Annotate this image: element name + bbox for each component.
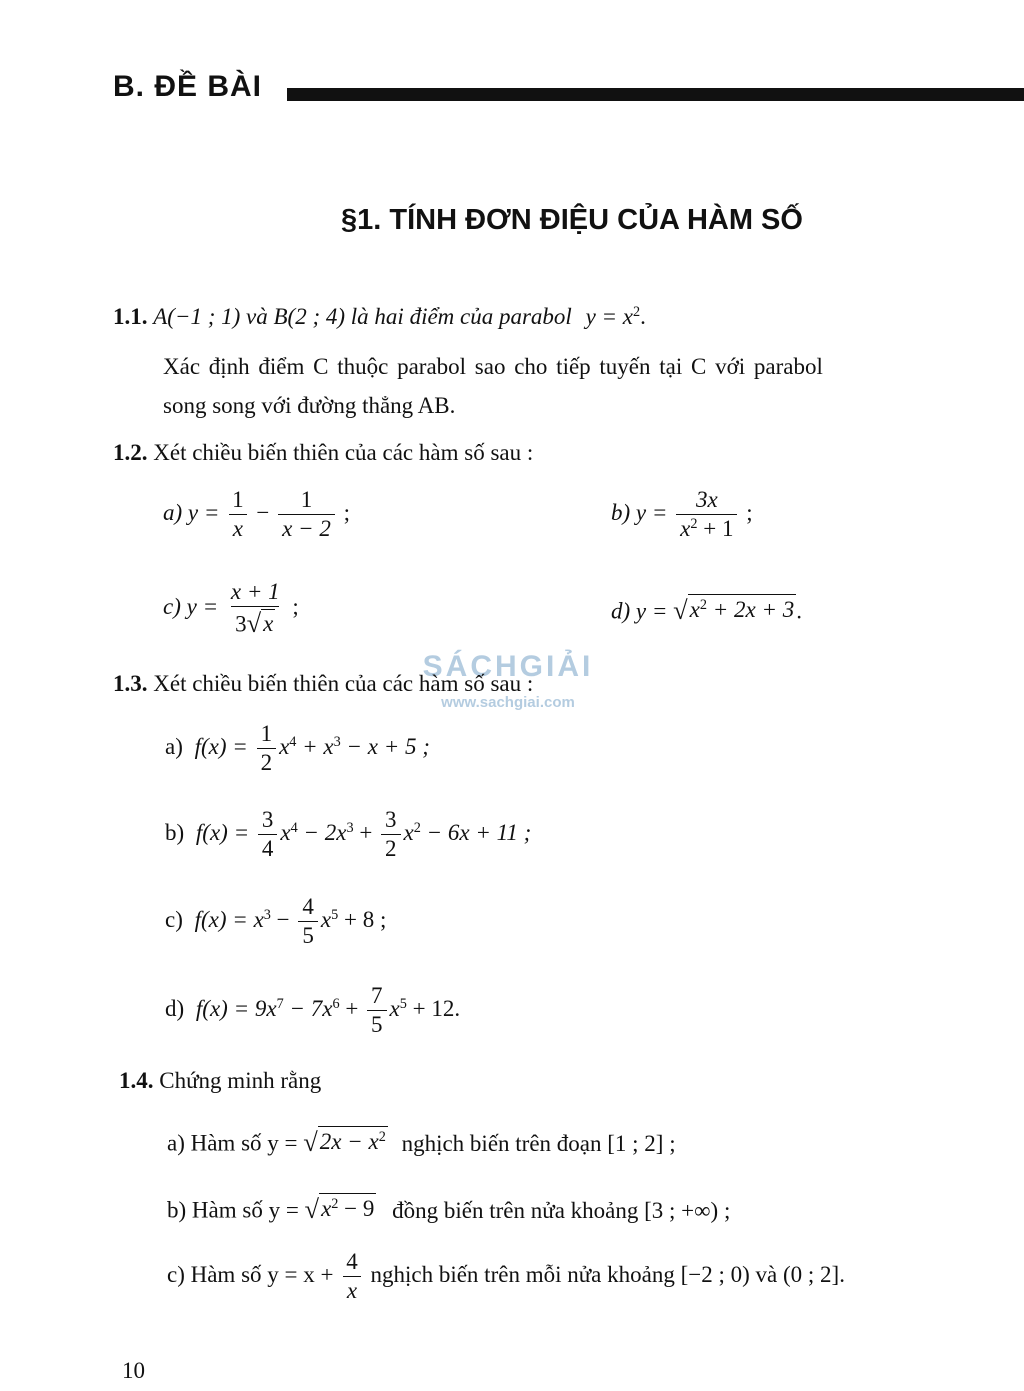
problem-1-3-d: d) $f(x) = 9x^7 - 7x^6$ + $\frac{7}{5}$ $x^5 + 12$.: [165, 983, 461, 1038]
punctuation: .: [796, 598, 802, 624]
problem-1-2-c: [163, 580, 299, 637]
problem-1-1-line-2: Xác định điểm C thuộc parabol sao cho tiếp tuyến tại C với parabol: [163, 354, 823, 379]
problem-1-4: [119, 1068, 321, 1094]
fraction: $\frac{4}{5}$: [298, 895, 318, 948]
problem-1-2-d: [611, 594, 802, 625]
problem-1-3-a: a) f(x) = $\frac{1}{2}$ $x^4 + x^3 - x + 5$ ;: [165, 721, 430, 776]
section-heading: B. ĐỀ BÀI: [113, 70, 263, 103]
punctuation: ;: [292, 593, 299, 619]
equation: y = x: [585, 304, 634, 329]
problem-1-4-a: a) Hàm số y = √ $2x - x^2$ nghịch biến trên đoạn [1 ; 2] ;: [167, 1126, 676, 1157]
problem-1-1: [113, 304, 646, 330]
fraction: $\frac{4}{x}$: [342, 1250, 362, 1303]
problem-1-2-a: [163, 488, 350, 541]
exponent: 2: [633, 304, 641, 321]
problem-number: 1.1.: [113, 304, 148, 329]
problem-number: 1.2.: [113, 440, 148, 465]
fraction: $\frac{3x}{x^2 + 1}$: [676, 488, 737, 541]
problem-intro: Chứng minh rằng: [159, 1068, 322, 1093]
fraction: $\frac{1}{x - 2}$: [278, 488, 335, 541]
item-label: d) y =: [611, 598, 668, 624]
fraction: $\frac{1}{x}$: [228, 488, 248, 541]
problem-1-3-c: c) $f(x) = x^3$ − $\frac{4}{5}$ $x^5 + 8$ ;: [165, 894, 387, 949]
chapter-title: §1. TÍNH ĐƠN ĐIỆU CỦA HÀM SỐ: [341, 204, 803, 236]
fraction: $\frac{3}{2}$: [381, 808, 401, 861]
punctuation: ;: [746, 499, 753, 525]
fraction: x + 1 3 √ x: [230, 579, 280, 638]
square-root: √ $2x - x^2$: [303, 1126, 386, 1157]
problem-1-3: [113, 671, 533, 697]
problem-1-2-b: [611, 488, 753, 541]
problem-1-3-b: b) f(x) = $\frac{3}{4}$ $x^4 - 2x^3$ + $\frac{3}{2}$ $x^2 - 6x + 11$ ;: [165, 807, 532, 862]
heading-rule: [287, 88, 1024, 101]
item-label: b) y =: [611, 499, 668, 525]
square-root: √ $x^2 - 9$: [304, 1193, 375, 1224]
item-label: a) y =: [163, 499, 220, 525]
fraction: $\frac{7}{5}$: [367, 984, 387, 1037]
watermark-logo: SÁCHGIẢI www.sachgiai.com: [422, 650, 594, 711]
punctuation: .: [640, 304, 646, 329]
fraction: $\frac{1}{2}$: [257, 722, 277, 775]
problem-number: 1.3.: [113, 671, 148, 696]
problem-1-4-b: b) Hàm số y = √ $x^2 - 9$ đồng biến trên nửa khoảng [3 ; +∞) ;: [167, 1193, 731, 1224]
problem-number: 1.4.: [119, 1068, 154, 1093]
square-root: √ $x^2 + 2x + 3$: [673, 594, 795, 625]
problem-1-2: [113, 440, 533, 466]
problem-1-4-c: c) Hàm số y = x + $\frac{4}{x}$ nghịch biến trên mỗi nửa khoảng [−2 ; 0) và (0 ; 2].: [167, 1249, 845, 1304]
problem-1-1-line-3: song song với đường thẳng AB.: [163, 393, 456, 418]
problem-intro: Xét chiều biến thiên của các hàm số sau :: [153, 440, 534, 465]
problem-text: A(−1 ; 1) và B(2 ; 4) là hai điểm của parabol: [153, 304, 572, 329]
operator: −: [256, 499, 270, 525]
punctuation: ;: [343, 499, 350, 525]
page-number: 10: [122, 1358, 145, 1383]
problem-intro: Xét chiều biến thiên của các hàm số sau :: [153, 671, 534, 696]
fraction: $\frac{3}{4}$: [258, 808, 278, 861]
item-label: c) y =: [163, 593, 219, 619]
